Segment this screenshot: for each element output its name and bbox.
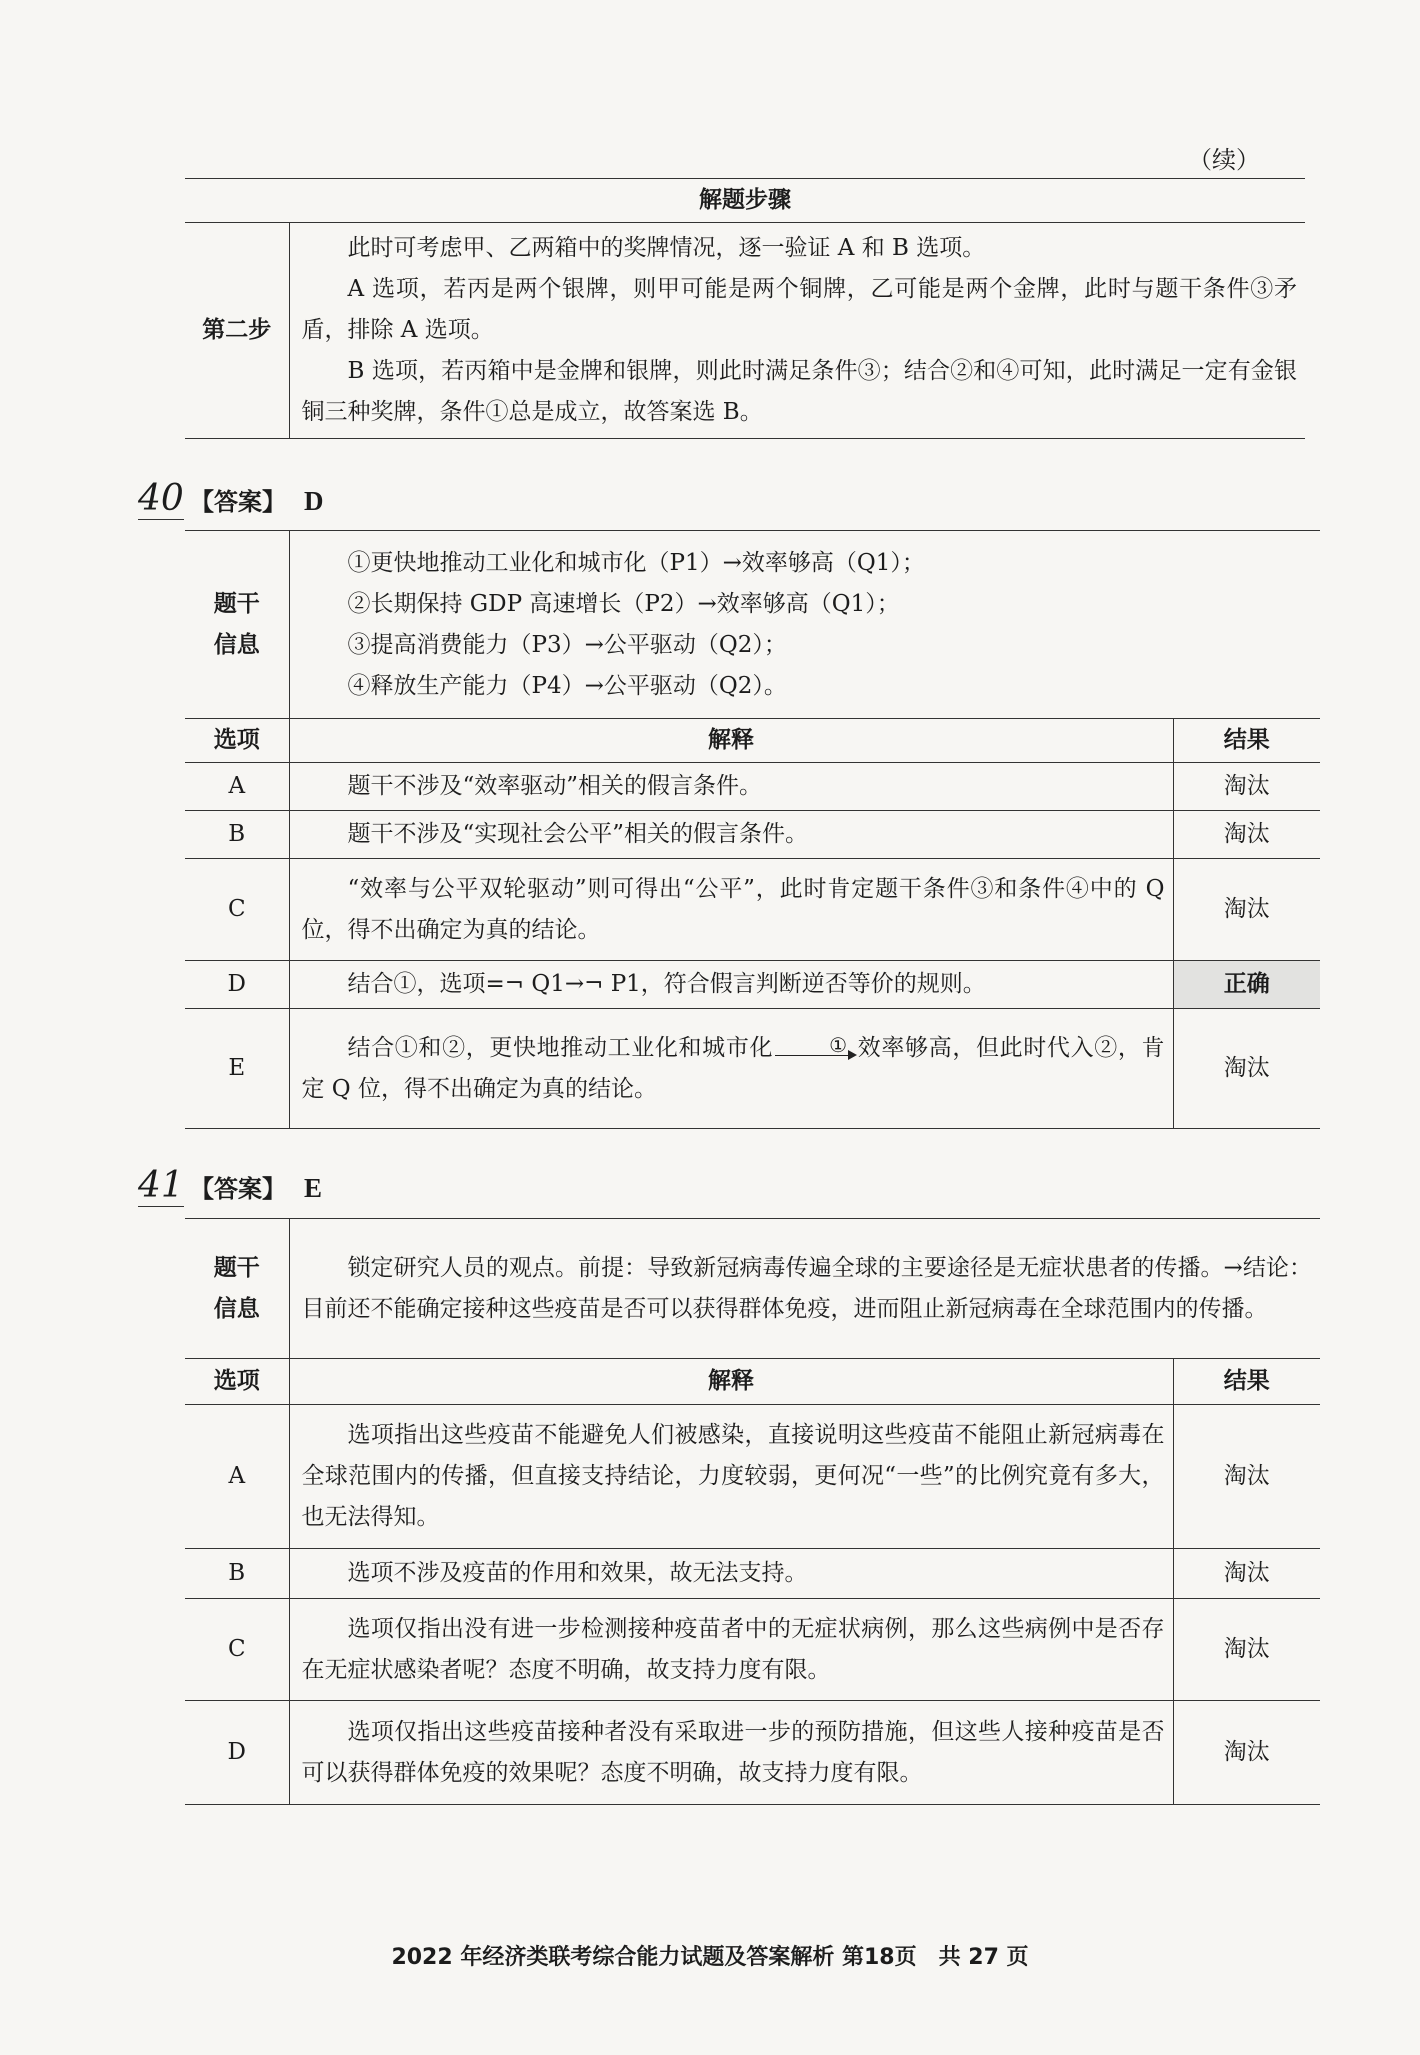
stem-info-content bbox=[289, 1219, 1320, 1359]
explanation-text: 题干不涉及“效率驱动”相关的假言条件。 bbox=[347, 773, 763, 799]
answer-label: 【答案】 bbox=[190, 488, 286, 516]
option-explanation bbox=[289, 1599, 1173, 1701]
option-result: 淘汰 bbox=[1173, 763, 1320, 811]
option-result: 淘汰 bbox=[1173, 1701, 1320, 1805]
explanation-text: 选项不涉及疫苗的作用和效果，故无法支持。 bbox=[347, 1560, 808, 1586]
stem-info-label bbox=[185, 1219, 289, 1359]
col-option-header: 选项 bbox=[185, 1359, 289, 1405]
col-explain-header: 解释 bbox=[289, 719, 1173, 763]
explanation-text-part: 结合①和②，更快地推动工业化和城市化 bbox=[347, 1034, 774, 1061]
explanation-text: 结合①，选项=¬ Q1→¬ P1，符合假言判断逆否等价的规则。 bbox=[347, 971, 986, 997]
step-line: B 选项，若丙箱中是金牌和银牌，则此时满足条件③；结合②和④可知，此时满足一定有金银铜三种奖牌，条件①总是成立，故答案选 B。 bbox=[301, 358, 1297, 425]
stem-label-line: 信息 bbox=[213, 631, 260, 658]
stem-info-content bbox=[289, 531, 1320, 719]
answer-value: E bbox=[304, 1173, 323, 1203]
option-explanation bbox=[289, 961, 1173, 1009]
option-letter: E bbox=[185, 1009, 289, 1129]
option-explanation bbox=[289, 811, 1173, 859]
option-explanation bbox=[289, 1009, 1173, 1129]
option-result: 淘汰 bbox=[1173, 1549, 1320, 1599]
answer-value: D bbox=[304, 486, 324, 516]
option-explanation bbox=[289, 763, 1173, 811]
question-40-header bbox=[138, 478, 324, 520]
option-letter: C bbox=[185, 1599, 289, 1701]
option-explanation bbox=[289, 1549, 1173, 1599]
table-row bbox=[185, 1009, 1320, 1129]
step-line: 此时可考虑甲、乙两箱中的奖牌情况，逐一验证 A 和 B 选项。 bbox=[347, 235, 986, 261]
stem-text: 锁定研究人员的观点。前提：导致新冠病毒传遍全球的主要途径是无症状患者的传播。→结论：目前还不能确定接种这些疫苗是否可以获得群体免疫，进而阻止新冠病毒在全球范围内的传播。 bbox=[301, 1254, 1312, 1322]
solution-steps-table bbox=[185, 178, 1305, 439]
col-option-header: 选项 bbox=[185, 719, 289, 763]
explanation-text: “效率与公平双轮驱动”则可得出“公平”，此时肯定题干条件③和条件④中的 Q 位，得不出确定为真的结论。 bbox=[301, 875, 1165, 943]
option-result: 淘汰 bbox=[1173, 1009, 1320, 1129]
stem-label-line: 信息 bbox=[213, 1295, 260, 1322]
table-row bbox=[185, 1549, 1320, 1599]
question-number: 40 bbox=[138, 478, 184, 519]
option-letter: B bbox=[185, 811, 289, 859]
answer-label: 【答案】 bbox=[190, 1175, 286, 1203]
explanation-text-part: 效率够高，但此时代入②，肯定 Q 位，得不出确定为真的结论。 bbox=[301, 1034, 1165, 1102]
option-result: 淘汰 bbox=[1173, 1599, 1320, 1701]
step-line: A 选项，若丙是两个银牌，则甲可能是两个铜牌，乙可能是两个金牌，此时与题干条件③矛盾，排除 A 选项。 bbox=[301, 276, 1297, 343]
stem-line: ②长期保持 GDP 高速增长（P2）→效率够高（Q1）； bbox=[347, 590, 900, 617]
col-explain-header: 解释 bbox=[289, 1359, 1173, 1405]
stem-label-line: 题干 bbox=[213, 590, 260, 617]
option-letter: A bbox=[185, 763, 289, 811]
col-result-header: 结果 bbox=[1173, 719, 1320, 763]
table-row bbox=[185, 1405, 1320, 1549]
arrow-label: ① bbox=[829, 1033, 848, 1057]
option-result: 淘汰 bbox=[1173, 1405, 1320, 1549]
steps-header: 解题步骤 bbox=[185, 179, 1305, 223]
explanation-text: 选项仅指出没有进一步检测接种疫苗者中的无症状病例，那么这些病例中是否存在无症状感染者呢？态度不明确，故支持力度有限。 bbox=[301, 1615, 1165, 1683]
arrow-icon bbox=[775, 1055, 855, 1062]
page-footer: 2022 年经济类联考综合能力试题及答案解析 第18页 共 27 页 bbox=[391, 1945, 1029, 1970]
stem-info-label bbox=[185, 531, 289, 719]
option-explanation bbox=[289, 859, 1173, 961]
option-letter: D bbox=[185, 961, 289, 1009]
option-explanation bbox=[289, 1701, 1173, 1805]
continued-label: （续） bbox=[1188, 146, 1260, 174]
option-result: 淘汰 bbox=[1173, 859, 1320, 961]
labeled-arrow bbox=[775, 1035, 855, 1062]
question-40-table bbox=[185, 530, 1320, 1129]
option-letter: B bbox=[185, 1549, 289, 1599]
question-41-table bbox=[185, 1218, 1320, 1805]
question-number: 41 bbox=[138, 1165, 184, 1206]
explanation-text: 题干不涉及“实现社会公平”相关的假言条件。 bbox=[347, 821, 809, 847]
explanation-text: 选项指出这些疫苗不能避免人们被感染，直接说明这些疫苗不能阻止新冠病毒在全球范围内的传播，但直接支持结论，力度较弱，更何况“一些”的比例究竟有多大，也无法得知。 bbox=[301, 1422, 1165, 1530]
table-row bbox=[185, 1701, 1320, 1805]
option-result-correct: 正确 bbox=[1173, 961, 1320, 1009]
stem-line: ③提高消费能力（P3）→公平驱动（Q2）； bbox=[347, 631, 787, 658]
option-explanation bbox=[289, 1405, 1173, 1549]
stem-label-line: 题干 bbox=[213, 1254, 260, 1281]
table-row bbox=[185, 1599, 1320, 1701]
option-letter: D bbox=[185, 1701, 289, 1805]
step-label: 第二步 bbox=[185, 223, 289, 439]
option-letter: A bbox=[185, 1405, 289, 1549]
option-letter: C bbox=[185, 859, 289, 961]
explanation-text: 选项仅指出这些疫苗接种者没有采取进一步的预防措施，但这些人接种疫苗是否可以获得群体免疫的效果呢？态度不明确，故支持力度有限。 bbox=[301, 1718, 1165, 1786]
table-row bbox=[185, 763, 1320, 811]
option-result: 淘汰 bbox=[1173, 811, 1320, 859]
stem-line: ①更快地推动工业化和城市化（P1）→效率够高（Q1）； bbox=[347, 549, 925, 576]
step-content bbox=[289, 223, 1305, 439]
explanation-text bbox=[302, 1028, 1165, 1110]
col-result-header: 结果 bbox=[1173, 1359, 1320, 1405]
table-row bbox=[185, 811, 1320, 859]
stem-line: ④释放生产能力（P4）→公平驱动（Q2）。 bbox=[347, 672, 787, 699]
table-row bbox=[185, 859, 1320, 961]
table-row bbox=[185, 961, 1320, 1009]
question-41-header bbox=[138, 1165, 322, 1207]
